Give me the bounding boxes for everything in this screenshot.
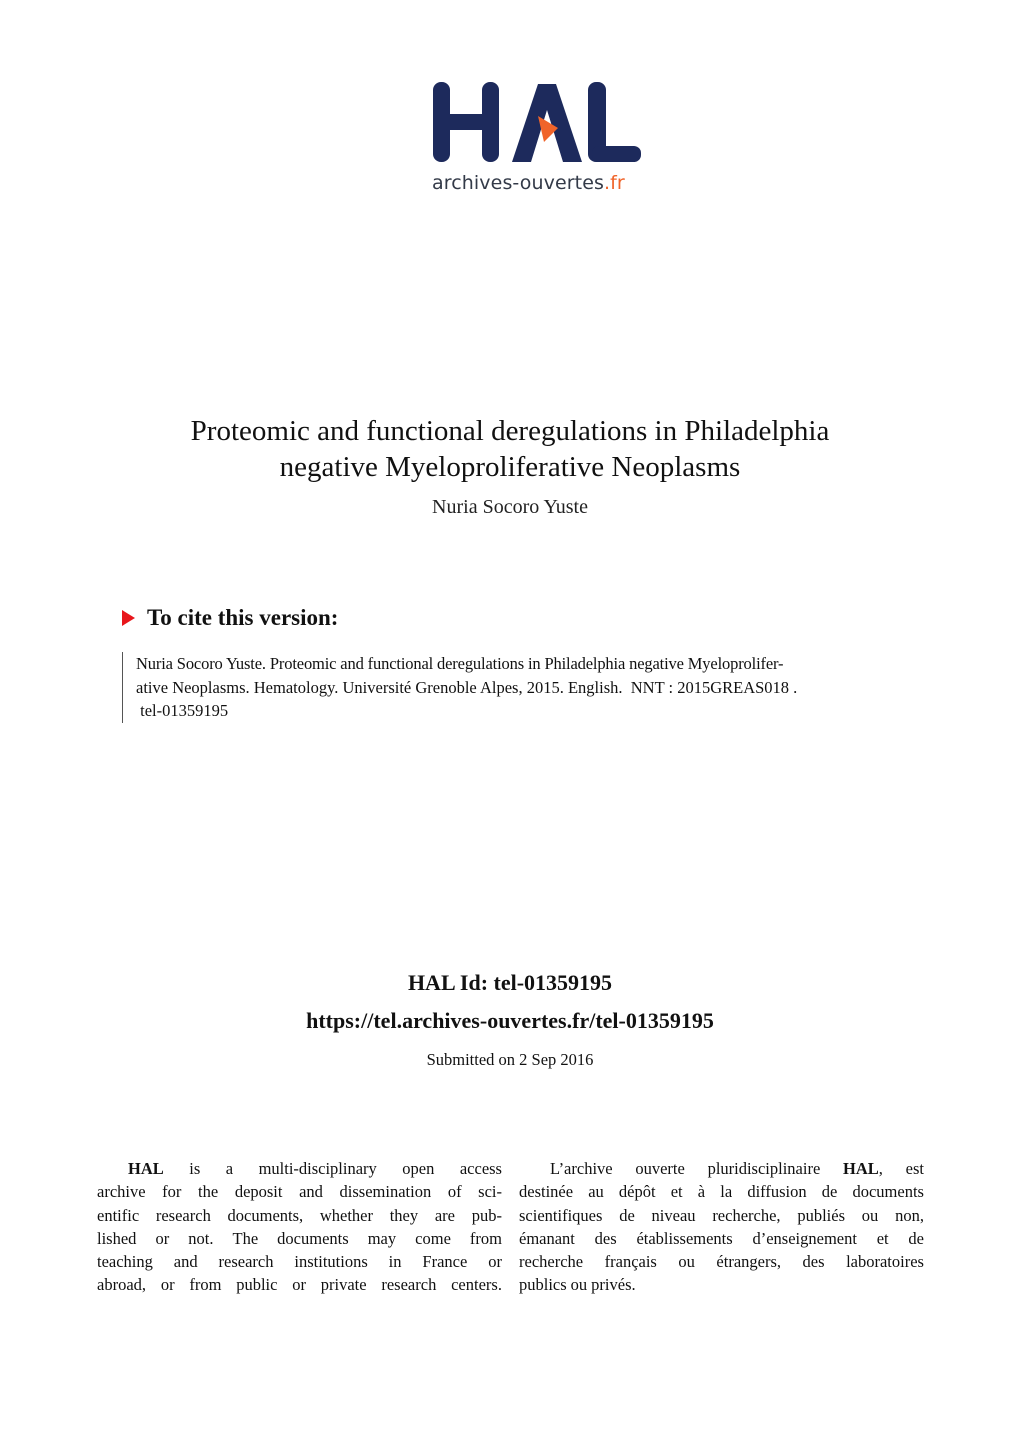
logo-subtitle: archives-ouvertes.fr [432, 172, 625, 194]
abstract-word: and [299, 1182, 323, 1202]
abstract-word: multi-disciplinary [258, 1159, 377, 1178]
abstract-word: au [588, 1182, 604, 1202]
abstract-word: diffusion [747, 1182, 807, 1202]
abstract-word: for [162, 1182, 182, 1202]
submission-date: Submitted on 2 Sep 2016 [426, 1050, 594, 1069]
abstract-word: teaching [97, 1252, 153, 1272]
abstract-word: L’archive [550, 1159, 613, 1178]
abstract-word: or [155, 1228, 170, 1248]
abstract-word: from [189, 1275, 222, 1295]
citation-line[interactable]: tel-01359195 [136, 701, 229, 720]
abstract-line [519, 1273, 924, 1296]
abstract-word: from [469, 1228, 502, 1248]
title-line-1: Proteomic and functional deregulations in Philadelphia [190, 415, 830, 447]
abstract-word: the [198, 1182, 219, 1202]
abstract-word: HAL, [843, 1159, 883, 1178]
abstract-word: des [594, 1228, 617, 1248]
citation-block [122, 652, 976, 723]
abstract-word: de [821, 1182, 838, 1202]
abstract-word: est [905, 1159, 924, 1178]
abstract-word: dépôt [618, 1182, 656, 1202]
abstract-word: et [876, 1228, 889, 1248]
hal-wordmark-icon [432, 80, 644, 164]
abstract-word: whether [319, 1205, 374, 1225]
abstract-word: HAL [128, 1159, 164, 1178]
abstract-line [519, 1204, 924, 1227]
citation-line: Nuria Socoro Yuste. Proteomic and functional deregulations in Philadelphia negative Myeloprolifer- [136, 654, 784, 673]
abstract-word: The [232, 1228, 259, 1248]
abstract-word: lished [97, 1228, 137, 1248]
cite-heading-text: To cite this version: [147, 605, 339, 630]
abstract-word: archive [97, 1182, 146, 1202]
abstract-word: entific [97, 1205, 140, 1225]
abstract-word: d’enseignement [752, 1228, 857, 1248]
abstract-word: scientifiques [519, 1205, 603, 1225]
triangle-right-icon [122, 610, 135, 626]
abstract-line [97, 1157, 502, 1180]
abstract-line [97, 1227, 502, 1250]
abstract-word: français [604, 1252, 657, 1272]
abstract-word: research [381, 1275, 437, 1295]
abstract-word: and [173, 1252, 198, 1272]
abstract-word: et [670, 1182, 683, 1202]
abstract-word: ou [861, 1205, 879, 1225]
hal-url-link[interactable]: https://tel.archives-ouvertes.fr/tel-01359195 [306, 1008, 714, 1033]
abstract-word: or [160, 1275, 175, 1295]
abstract-word: recherche [519, 1252, 584, 1272]
abstract-word: or [488, 1252, 502, 1272]
abstract-word: research [218, 1252, 274, 1272]
abstract-word: in [388, 1252, 402, 1272]
author-name: Nuria Socoro Yuste [432, 496, 588, 518]
abstract-word: a [225, 1159, 234, 1178]
abstract-word: public [236, 1275, 278, 1295]
abstract-word: France [422, 1252, 468, 1272]
abstract-word: la [720, 1182, 733, 1202]
abstract-word: privés. [591, 1275, 636, 1295]
abstract-word: ou [678, 1252, 695, 1272]
abstract-word: may [367, 1228, 397, 1248]
abstract-word: recherche, [712, 1205, 781, 1225]
abstract-word: pub- [471, 1205, 502, 1225]
abstract-english [97, 1157, 502, 1297]
title-line-2: negative Myeloproliferative Neoplasms [279, 451, 741, 483]
abstract-line [519, 1157, 924, 1180]
abstract-word: émanant [519, 1228, 575, 1248]
abstract-word: niveau [651, 1205, 696, 1225]
abstract-line [97, 1204, 502, 1227]
cite-heading [122, 605, 338, 631]
abstract-word: établissements [636, 1228, 733, 1248]
abstract-word: étrangers, [716, 1252, 782, 1272]
abstract-word: pluridisciplinaire [707, 1159, 821, 1178]
abstract-word: access [459, 1159, 502, 1178]
abstract-line [519, 1227, 924, 1250]
abstract-word: or [292, 1275, 306, 1295]
abstract-line [97, 1273, 502, 1296]
abstract-word: publiés [797, 1205, 845, 1225]
abstract-line [519, 1180, 924, 1203]
abstract-word: centers. [451, 1275, 502, 1295]
hal-logo [432, 80, 644, 200]
abstract-word: à [697, 1182, 706, 1202]
abstract-word: documents [852, 1182, 924, 1202]
hal-id: HAL Id: tel-01359195 [407, 970, 613, 995]
abstract-word: is [189, 1159, 201, 1178]
abstract-word: research [155, 1205, 211, 1225]
abstract-word: private [320, 1275, 367, 1295]
abstract-word: they [389, 1205, 419, 1225]
abstract-word: laboratoires [846, 1252, 924, 1272]
abstract-line [519, 1250, 924, 1273]
citation-line: ative Neoplasms. Hematology. Université Grenoble Alpes, 2015. English. NNT : 2015GREAS018 . [136, 677, 798, 697]
abstract-word: de [908, 1228, 924, 1248]
abstract-line [97, 1250, 502, 1273]
abstract-word: sci- [478, 1182, 502, 1202]
abstract-word: come [415, 1228, 451, 1248]
abstract-word: non, [895, 1205, 924, 1225]
abstract-word: of [447, 1182, 462, 1202]
abstract-word: open [402, 1159, 435, 1178]
abstract-word: dissemination [339, 1182, 432, 1202]
abstract-word: institutions [294, 1252, 368, 1272]
abstract-word: ouverte [635, 1159, 685, 1178]
abstract-word: are [434, 1205, 455, 1225]
abstract-word: destinée [519, 1182, 574, 1202]
abstract-word: documents [277, 1228, 349, 1248]
abstract-word: not. [188, 1228, 214, 1248]
abstract-french [519, 1157, 924, 1297]
abstract-word: des [802, 1252, 825, 1272]
abstract-word: publics [519, 1275, 567, 1295]
abstract-word: ou [570, 1275, 588, 1295]
abstract-line [97, 1180, 502, 1203]
abstract-word: documents, [227, 1205, 304, 1225]
abstract-word: de [619, 1205, 635, 1225]
abstract-word: deposit [234, 1182, 283, 1202]
abstract-word: abroad, [97, 1275, 147, 1295]
paper-title [0, 413, 1020, 485]
